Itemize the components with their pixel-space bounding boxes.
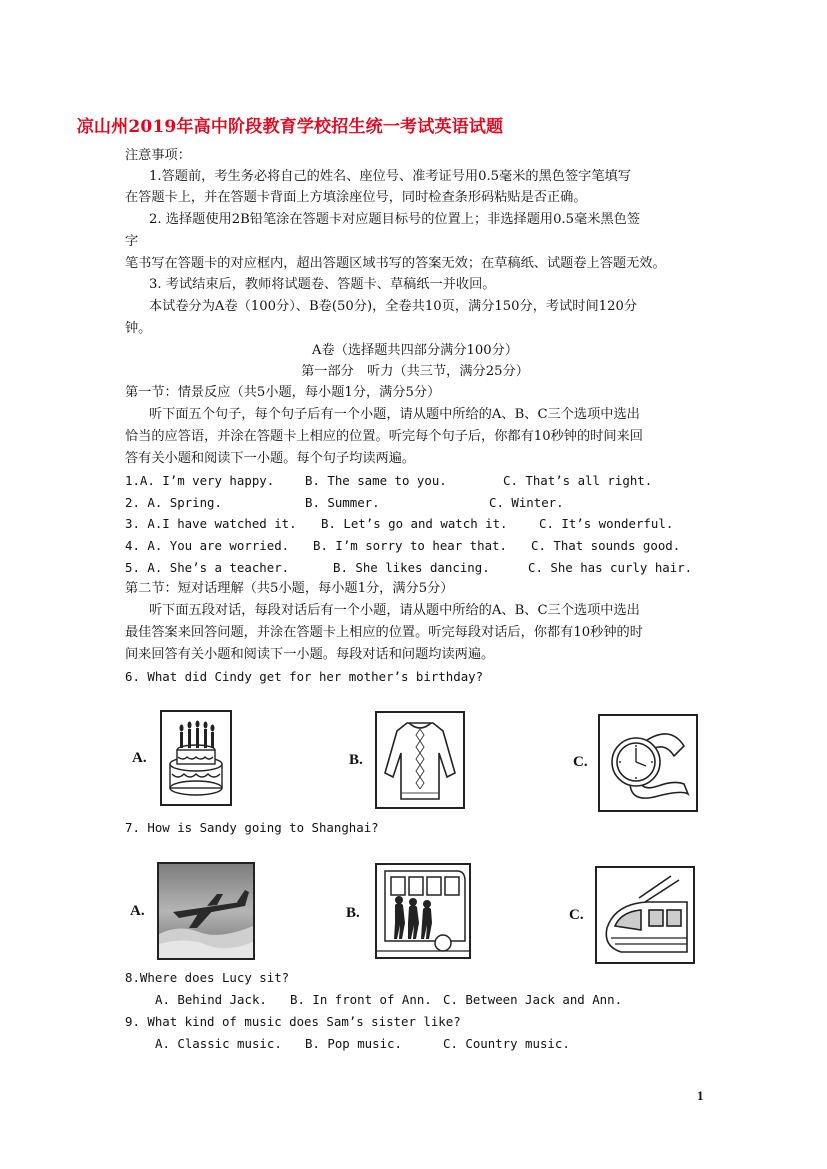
volume-a-heading: A卷（选择题共四部分满分100分） [311, 343, 519, 358]
option-b: B. Let’s go and watch it. [321, 516, 508, 531]
option-c: C. Winter. [489, 495, 564, 510]
q6-label-b: B. [349, 752, 363, 768]
question-6: 6. What did Cindy get for her mother’s birthday? [125, 669, 484, 684]
option-c: C. That’s all right. [503, 473, 653, 488]
option-b: B. The same to you. [305, 473, 447, 488]
bus-icon [375, 863, 471, 959]
option-c: C. She has curly hair. [528, 560, 693, 575]
option-c: C. Between Jack and Ann. [443, 992, 623, 1007]
option-b: B. She likes dancing. [333, 560, 490, 575]
option-b: B. In front of Ann. [290, 992, 432, 1007]
q6-label-c: C. [573, 754, 588, 770]
notice-line: 3. 考试结束后，教师将试题卷、答题卡、草稿纸一并收回。 [149, 277, 496, 292]
page-title: 凉山州2019年高中阶段教育学校招生统一考试英语试题 [76, 117, 504, 137]
question-7: 7. How is Sandy going to Shanghai? [125, 820, 379, 835]
birthday-cake-icon [160, 710, 232, 806]
section2-instruction: 间来回答有关小题和阅读下一小题。每段对话和问题均读两遍。 [125, 647, 495, 662]
option-b: B. Summer. [305, 495, 380, 510]
option-a: 2. A. Spring. [125, 495, 222, 510]
q7-label-c: C. [569, 907, 584, 923]
q7-label-b: B. [346, 905, 360, 921]
notice-line: 1.答题前，考生务必将自己的姓名、座位号、准考证号用0.5毫米的黑色签字笔填写 [149, 169, 631, 184]
sweater-icon [375, 711, 465, 809]
notice-line: 本试卷分为A卷（100分）、B卷(50分)，全卷共10页，满分150分，考试时间120分 [149, 299, 638, 314]
option-c: C. That sounds good. [531, 538, 681, 553]
section2-instruction: 最佳答案来回答问题，并涂在答题卡上相应的位置。听完每段对话后，你都有10秒钟的时 [125, 625, 643, 640]
notice-line: 2. 选择题使用2B铅笔涂在答题卡对应题目标号的位置上；非选择题用0.5毫米黑色签 [149, 212, 641, 227]
question-9: 9. What kind of music does Sam’s sister like? [125, 1014, 461, 1029]
option-b: B. Pop music. [305, 1036, 402, 1051]
notice-line: 笔书写在答题卡的对应框内，超出答题区域书写的答案无效；在草稿纸、试题卷上答题无效。 [125, 256, 666, 271]
option-a: A. Behind Jack. [155, 992, 267, 1007]
option-a: 5. A. She’s a teacher. [125, 560, 290, 575]
section2-heading: 第二节：短对话理解（共5小题，每小题1分，满分5分） [125, 581, 454, 596]
part1-heading: 第一部分 听力（共三节，满分25分） [301, 364, 529, 379]
train-icon [595, 866, 695, 964]
option-b: B. I’m sorry to hear that. [313, 538, 507, 553]
section1-instruction: 听下面五个句子，每个句子后有一个小题，请从题中所给的A、B、C三个选项中选出 [149, 407, 640, 422]
question-8: 8.Where does Lucy sit? [125, 970, 290, 985]
airplane-icon [157, 862, 255, 960]
notice-line: 钟。 [125, 321, 152, 336]
q7-label-a: A. [130, 903, 145, 919]
option-c: C. Country music. [443, 1036, 570, 1051]
option-a: 1.A. I’m very happy. [125, 473, 275, 488]
q6-label-a: A. [132, 750, 147, 766]
notice-line: 字 [125, 234, 139, 249]
section1-instruction: 答有关小题和阅读下一小题。每个句子均读两遍。 [125, 451, 416, 466]
page-number: 1 [697, 1088, 704, 1103]
section1-instruction: 恰当的应答语，并涂在答题卡上相应的位置。听完每个句子后，你都有10秒钟的时间来回 [125, 429, 643, 444]
notice-heading: 注意事项： [125, 148, 191, 163]
option-a: A. Classic music. [155, 1036, 282, 1051]
watch-icon [598, 714, 698, 812]
section2-instruction: 听下面五段对话，每段对话后有一个小题，请从题中所给的A、B、C三个选项中选出 [149, 603, 640, 618]
option-a: 4. A. You are worried. [125, 538, 290, 553]
option-c: C. It’s wonderful. [539, 516, 674, 531]
option-a: 3. A.I have watched it. [125, 516, 297, 531]
section1-heading: 第一节：情景反应（共5小题，每小题1分，满分5分） [125, 385, 441, 400]
notice-line: 在答题卡上，并在答题卡背面上方填涂座位号，同时检查条形码粘贴是否正确。 [125, 190, 587, 205]
